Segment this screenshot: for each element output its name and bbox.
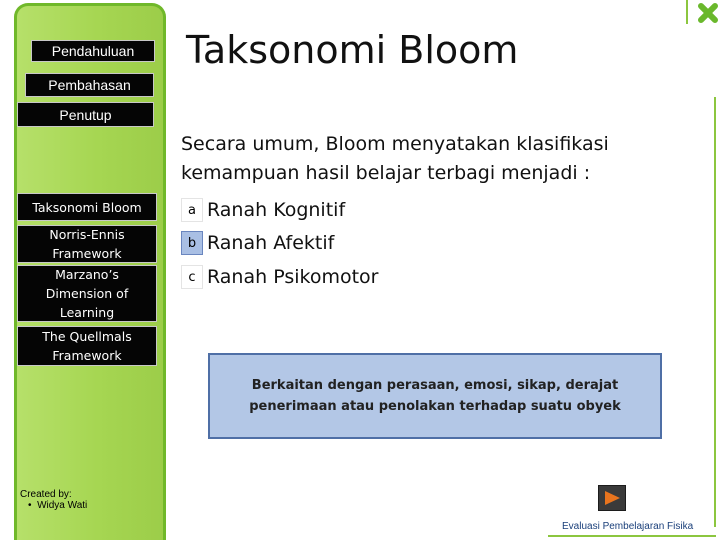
topic-label: Dimension of [45, 286, 129, 301]
credit-label: Created by: [20, 489, 72, 500]
option-label: Ranah Afektif [207, 232, 335, 254]
option-a[interactable] [181, 196, 345, 224]
nav-pendahuluan-button[interactable]: Pendahuluan [31, 40, 155, 62]
option-key: c [181, 265, 203, 289]
footer-course-title: Evaluasi Pembelajaran Fisika [562, 521, 694, 532]
close-x-icon[interactable] [697, 2, 719, 24]
next-button[interactable] [598, 485, 626, 511]
author-name: Widya Wati [37, 500, 88, 511]
topic-label: Taksonomi Bloom [32, 199, 142, 215]
topic-label: Framework [52, 348, 122, 363]
nav-penutup-button[interactable]: Penutup [17, 102, 154, 127]
nav-pembahasan-button[interactable]: Pembahasan [25, 73, 154, 97]
play-triangle-icon [603, 490, 621, 506]
credit-block [20, 489, 87, 511]
topic-label: Framework [52, 246, 122, 261]
intro-line: Secara umum, Bloom menyatakan klasifikasi [181, 133, 609, 155]
frame-divider [714, 97, 716, 527]
option-b[interactable] [181, 229, 334, 257]
option-label: Ranah Psikomotor [207, 266, 379, 288]
option-key: a [181, 198, 203, 222]
topic-label: Norris-Ennis [49, 227, 125, 242]
credit-author: • Widya Wati [28, 500, 88, 511]
intro-line: kemampuan hasil belajar terbagi menjadi : [181, 162, 591, 184]
option-key: b [181, 231, 203, 255]
topic-label: Marzano’s [55, 267, 119, 282]
slide-title: Taksonomi Bloom [186, 28, 519, 72]
topic-taksonomi-bloom-button[interactable] [17, 193, 157, 221]
topic-label: The Quellmals [42, 329, 132, 344]
topic-norris-ennis-button[interactable] [17, 225, 157, 263]
topic-quellmals-button[interactable] [17, 326, 157, 366]
intro-text [181, 130, 701, 188]
option-c[interactable] [181, 263, 378, 291]
description-box: Berkaitan dengan perasaan, emosi, sikap, derajat penerimaan atau penolakan terhadap suatu obyek [208, 353, 662, 439]
topic-marzano-button[interactable] [17, 265, 157, 322]
frame-divider [686, 0, 688, 24]
topic-label: Learning [59, 305, 115, 320]
option-label: Ranah Kognitif [207, 199, 346, 221]
footer-divider [548, 535, 716, 537]
